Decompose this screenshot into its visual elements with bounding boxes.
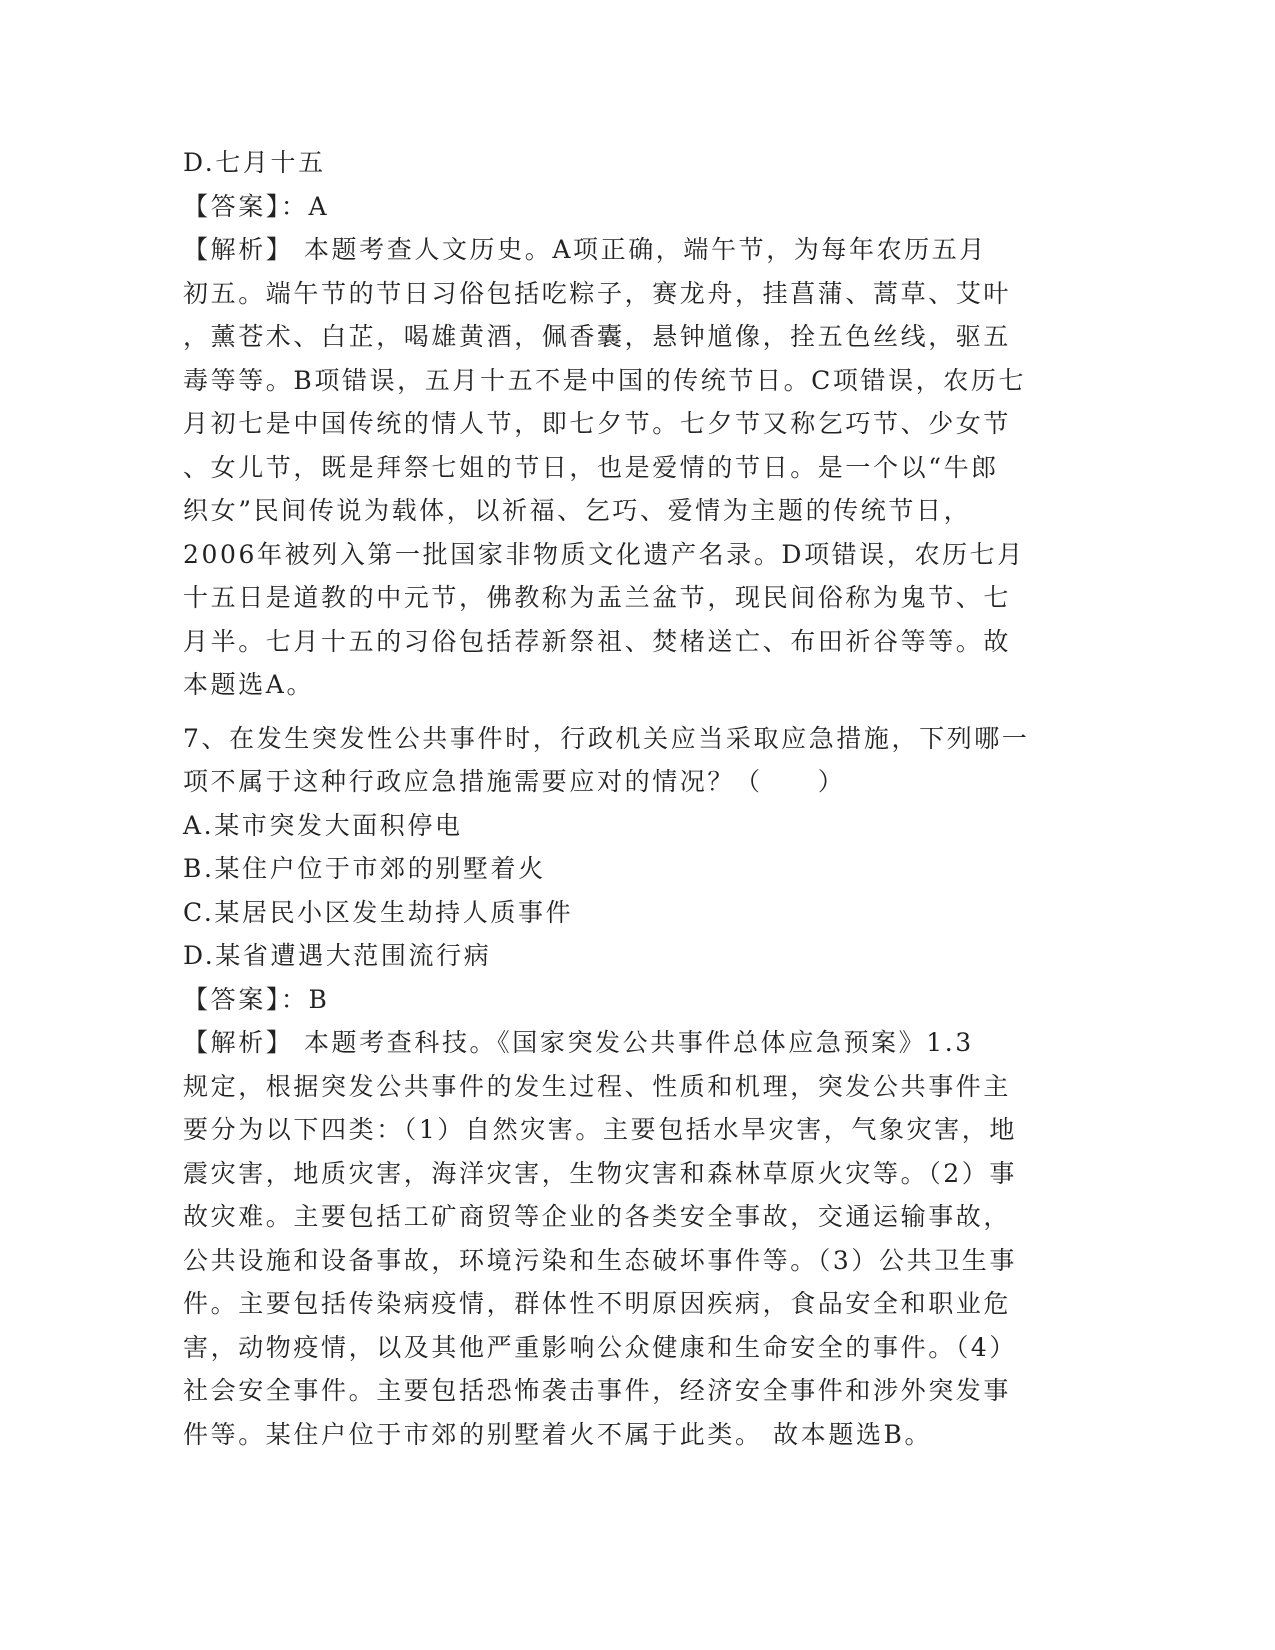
q6-analysis-line: 十五日是道教的中元节，佛教称为盂兰盆节，现民间俗称为鬼节、七 — [183, 583, 1012, 612]
q7-analysis-line: 规定，根据突发公共事件的发生过程、性质和机理，突发公共事件主 — [183, 1071, 1012, 1101]
q6-analysis-line: 【解析】 本题考查人文历史。A项正确，端午节，为每年农历五月 — [183, 235, 988, 264]
q6-analysis-line: 毒等等。B项错误，五月十五不是中国的传统节日。C项错误，农历七 — [183, 365, 1027, 395]
q7-answer: 【答案】：B — [183, 984, 330, 1014]
q7-analysis-line: 件。主要包括传染病疫情，群体性不明原因疾病，食品安全和职业危 — [183, 1289, 1012, 1318]
question-spacer — [183, 707, 1063, 717]
q7-stem-line: 7、在发生突发性公共事件时，行政机关应当采取应急措施，下列哪一 — [183, 723, 1030, 753]
q7-analysis-line: 【解析】 本题考查科技。《国家突发公共事件总体应急预案》1.3 — [183, 1028, 974, 1057]
q6-option-d: D.七月十五 — [183, 148, 326, 177]
q6-analysis-line: 月初七是中国传统的情人节，即七夕节。七夕节又称乞巧节、少女节 — [183, 409, 1012, 438]
q7-option-a: A.某市突发大面积停电 — [183, 810, 463, 840]
q7-analysis-line: 件等。某住户位于市郊的别墅着火不属于此类。 故本题选B。 — [183, 1419, 933, 1449]
q7-analysis-line: 社会安全事件。主要包括恐怖袭击事件，经济安全事件和涉外突发事 — [183, 1376, 1012, 1405]
q7-option-c: C.某居民小区发生劫持人质事件 — [183, 897, 574, 927]
q7-analysis-line: 害，动物疫情，以及其他严重影响公众健康和生命安全的事件。（4） — [183, 1332, 1018, 1362]
q7-analysis — [183, 1021, 1063, 1456]
q6-analysis-line: 2006年被列入第一批国家非物质文化遗产名录。D项错误，农历七月 — [183, 539, 1025, 569]
q6-analysis-line: 初五。端午节的节日习俗包括吃粽子，赛龙舟，挂菖蒲、蒿草、艾叶 — [183, 278, 1012, 308]
q6-analysis-line: 、女儿节，既是拜祭七姐的节日，也是爱情的节日。是一个以“牛郎 — [183, 452, 999, 482]
q6-analysis-line: 织女”民间传说为载体，以祈福、乞巧、爱情为主题的传统节日， — [183, 496, 972, 525]
q7-analysis-line: 故灾难。主要包括工矿商贸等企业的各类安全事故，交通运输事故， — [183, 1202, 1012, 1231]
q7-stem-line: 项不属于这种行政应急措施需要应对的情况？（ ） — [183, 767, 846, 796]
q7-option-b: B.某住户位于市郊的别墅着火 — [183, 854, 546, 883]
question-7 — [183, 717, 1063, 1457]
q7-analysis-line: 要分为以下四类：（1）自然灾害。主要包括水旱灾害，气象灾害，地 — [183, 1115, 1018, 1144]
q6-analysis-line: ，薰苍术、白芷，喝雄黄酒，佩香囊，悬钟馗像，拴五色丝线，驱五 — [183, 322, 1012, 351]
q6-analysis-line: 本题选A。 — [183, 670, 315, 699]
q7-option-d: D.某省遭遇大范围流行病 — [183, 941, 492, 970]
q6-analysis — [183, 228, 1063, 707]
q7-analysis-line: 公共设施和设备事故，环境污染和生态破坏事件等。（3）公共卫生事 — [183, 1245, 1018, 1275]
q6-answer: 【答案】：A — [183, 191, 330, 221]
q7-analysis-line: 震灾害，地质灾害，海洋灾害，生物灾害和森林草原火灾等。（2）事 — [183, 1158, 1018, 1188]
document-content — [183, 141, 1063, 1456]
q6-analysis-line: 月半。七月十五的习俗包括荐新祭祖、焚楮送亡、布田祈谷等等。故 — [183, 626, 1012, 656]
